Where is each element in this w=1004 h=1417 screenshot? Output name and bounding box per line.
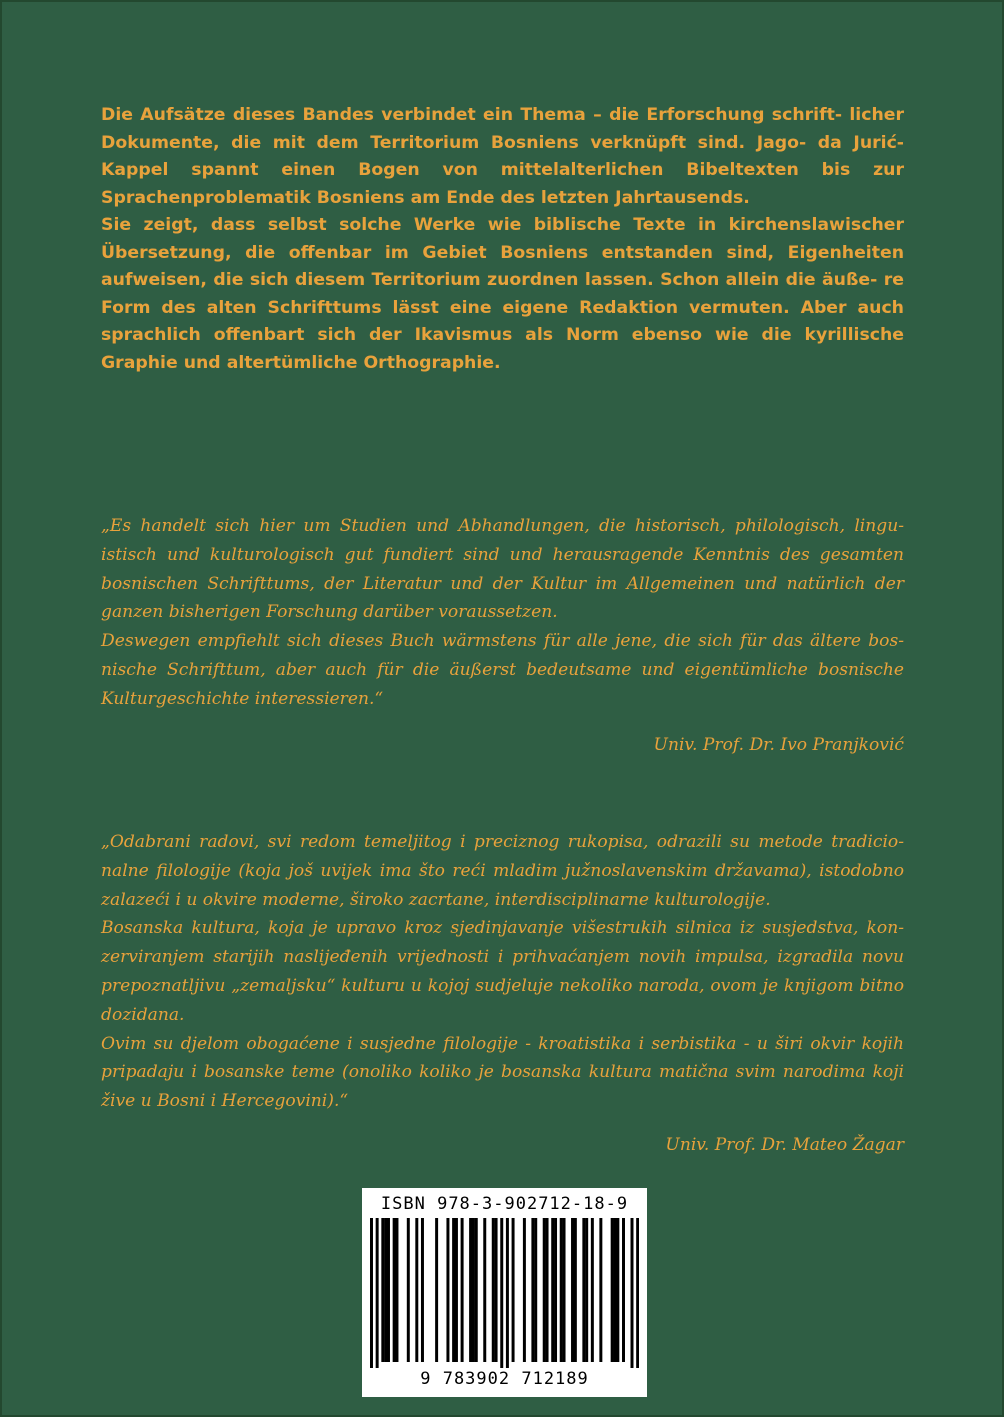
barcode-digits: 9 783902 712189	[420, 1369, 589, 1389]
quote-paragraph: Ovim su djelom obogaćene i susjedne filologije - kroatistika i serbistika - u širi okvir kojih pripadaju i bosanske teme (onoliko koliko je bosanska kultura matična svim narodima koji žive u Bosni i Hercegovini).“	[101, 1033, 904, 1112]
review-author-2: Univ. Prof. Dr. Mateo Žagar	[665, 1135, 904, 1155]
barcode-bar	[534, 1218, 537, 1362]
barcode-bar	[500, 1218, 503, 1368]
isbn-barcode	[362, 1188, 647, 1397]
barcode-bar	[395, 1218, 398, 1362]
barcode-bar	[506, 1218, 509, 1368]
barcode-bar	[376, 1218, 379, 1368]
barcode-bar	[591, 1218, 594, 1362]
quote-paragraph: „Es handelt sich hier um Studien und Abhandlungen, die historisch, philologisch, lingu- istisch und kulturologisch gut fundiert sind und herausragende Kenntnis des gesamten bosnischen Schrifttums, der Literatur und der Kultur im Allgemeinen und natürlich der ganzen bisherigen Forschung darüber voraussetzen.	[101, 516, 904, 623]
barcode-bar	[560, 1218, 563, 1362]
barcode-bar	[387, 1218, 390, 1362]
barcode-bar	[370, 1218, 373, 1368]
barcode-bar	[483, 1218, 486, 1362]
isbn-label: ISBN 978-3-902712-18-9	[380, 1194, 629, 1214]
barcode-bar	[582, 1218, 585, 1362]
barcode-bar	[495, 1218, 498, 1362]
barcode-bar	[461, 1218, 464, 1362]
barcode-bar	[543, 1218, 546, 1362]
barcode-bar	[492, 1218, 495, 1362]
barcode-bar	[407, 1218, 410, 1362]
barcode-bar	[475, 1218, 478, 1362]
barcode-bar	[381, 1218, 384, 1362]
review-quote-2	[101, 828, 904, 1116]
barcode-bars	[370, 1218, 639, 1368]
barcode-bar	[546, 1218, 549, 1362]
barcode-bar	[455, 1218, 458, 1362]
barcode-bar	[384, 1218, 387, 1362]
barcode-bar	[574, 1218, 577, 1362]
barcode-bar	[446, 1218, 449, 1362]
barcode-bar	[571, 1218, 574, 1362]
blurb-paragraph: Die Aufsätze dieses Bandes verbindet ein Thema – die Erforschung schrift- licher Dokumente, die mit dem Territorium Bosniens verknüpft sind. Jago- da Jurić-Kappel spannt einen Bogen von mittelalterlichen Bibeltexten bis zur Sprachenproblematik Bosniens am Ende des letzten Jahrtausends.	[101, 105, 904, 208]
barcode-bar	[616, 1218, 619, 1362]
barcode-bar	[523, 1218, 526, 1362]
barcode-bar	[611, 1218, 614, 1362]
barcode-bar	[393, 1218, 396, 1362]
review-quote-1	[101, 512, 904, 714]
barcode-bar	[512, 1218, 515, 1362]
barcode-bar	[585, 1218, 588, 1362]
review-author-1: Univ. Prof. Dr. Ivo Pranjković	[653, 735, 904, 755]
barcode-bar	[469, 1218, 472, 1362]
barcode-bar	[415, 1218, 418, 1362]
back-cover-content	[101, 102, 904, 1155]
quote-paragraph: Deswegen empfiehlt sich dieses Buch wärmstens für alle jene, die sich für das ältere bos- nische Schrifttum, aber auch für die äußerst bedeutsame und eigentümliche bosnische Kulturgeschichte interessieren.“	[101, 631, 904, 709]
barcode-bar	[614, 1218, 617, 1362]
barcode-bar	[599, 1218, 602, 1362]
barcode-bar	[563, 1218, 566, 1362]
barcode-bar	[421, 1218, 424, 1362]
publisher-blurb	[101, 102, 904, 377]
barcode-bar	[631, 1218, 634, 1368]
barcode-bar	[472, 1218, 475, 1362]
barcode-bar	[452, 1218, 455, 1362]
barcode-bar	[551, 1218, 554, 1362]
quote-paragraph: Bosanska kultura, koja je upravo kroz sjedinjavanje višestrukih silnica iz susjedstva, kon- zerviranjem starijih naslijeđenih vrijednosti i prihvaćanjem novih impulsa, izgradila novu prepoznatljivu „zemaljsku“ kulturu u kojoj sudjeluje nekoliko naroda, ovom je knjigom bitno dozidana.	[101, 918, 904, 1025]
blurb-paragraph: Sie zeigt, dass selbst solche Werke wie biblische Texte in kirchenslawischer Übersetzung, die offenbar im Gebiet Bosniens entstanden sind, Eigenheiten aufweisen, die sich diesem Territorium zuordnen lassen. Schon allein die äuße- re Form des alten Schrifttums lässt eine eigene Redaktion vermuten. Aber auch sprachlich offenbart sich der Ikavismus als Norm ebenso wie die kyrillische Graphie und altertümliche Orthographie.	[101, 215, 904, 373]
barcode-bar	[435, 1218, 438, 1362]
barcode-bar	[636, 1218, 639, 1368]
barcode-bar	[622, 1218, 625, 1362]
barcode-bar	[554, 1218, 557, 1362]
quote-paragraph: „Odabrani radovi, svi redom temeljitog i preciznog rukopisa, odrazili su metode tradicio- nalne filologije (koja još uvijek ima što reći mladim južnoslavenskim državama), istodobno zalazeći i u okvire moderne, široko zacrtane, interdisciplinarne kulturologije.	[101, 832, 904, 910]
barcode-bar	[531, 1218, 534, 1362]
